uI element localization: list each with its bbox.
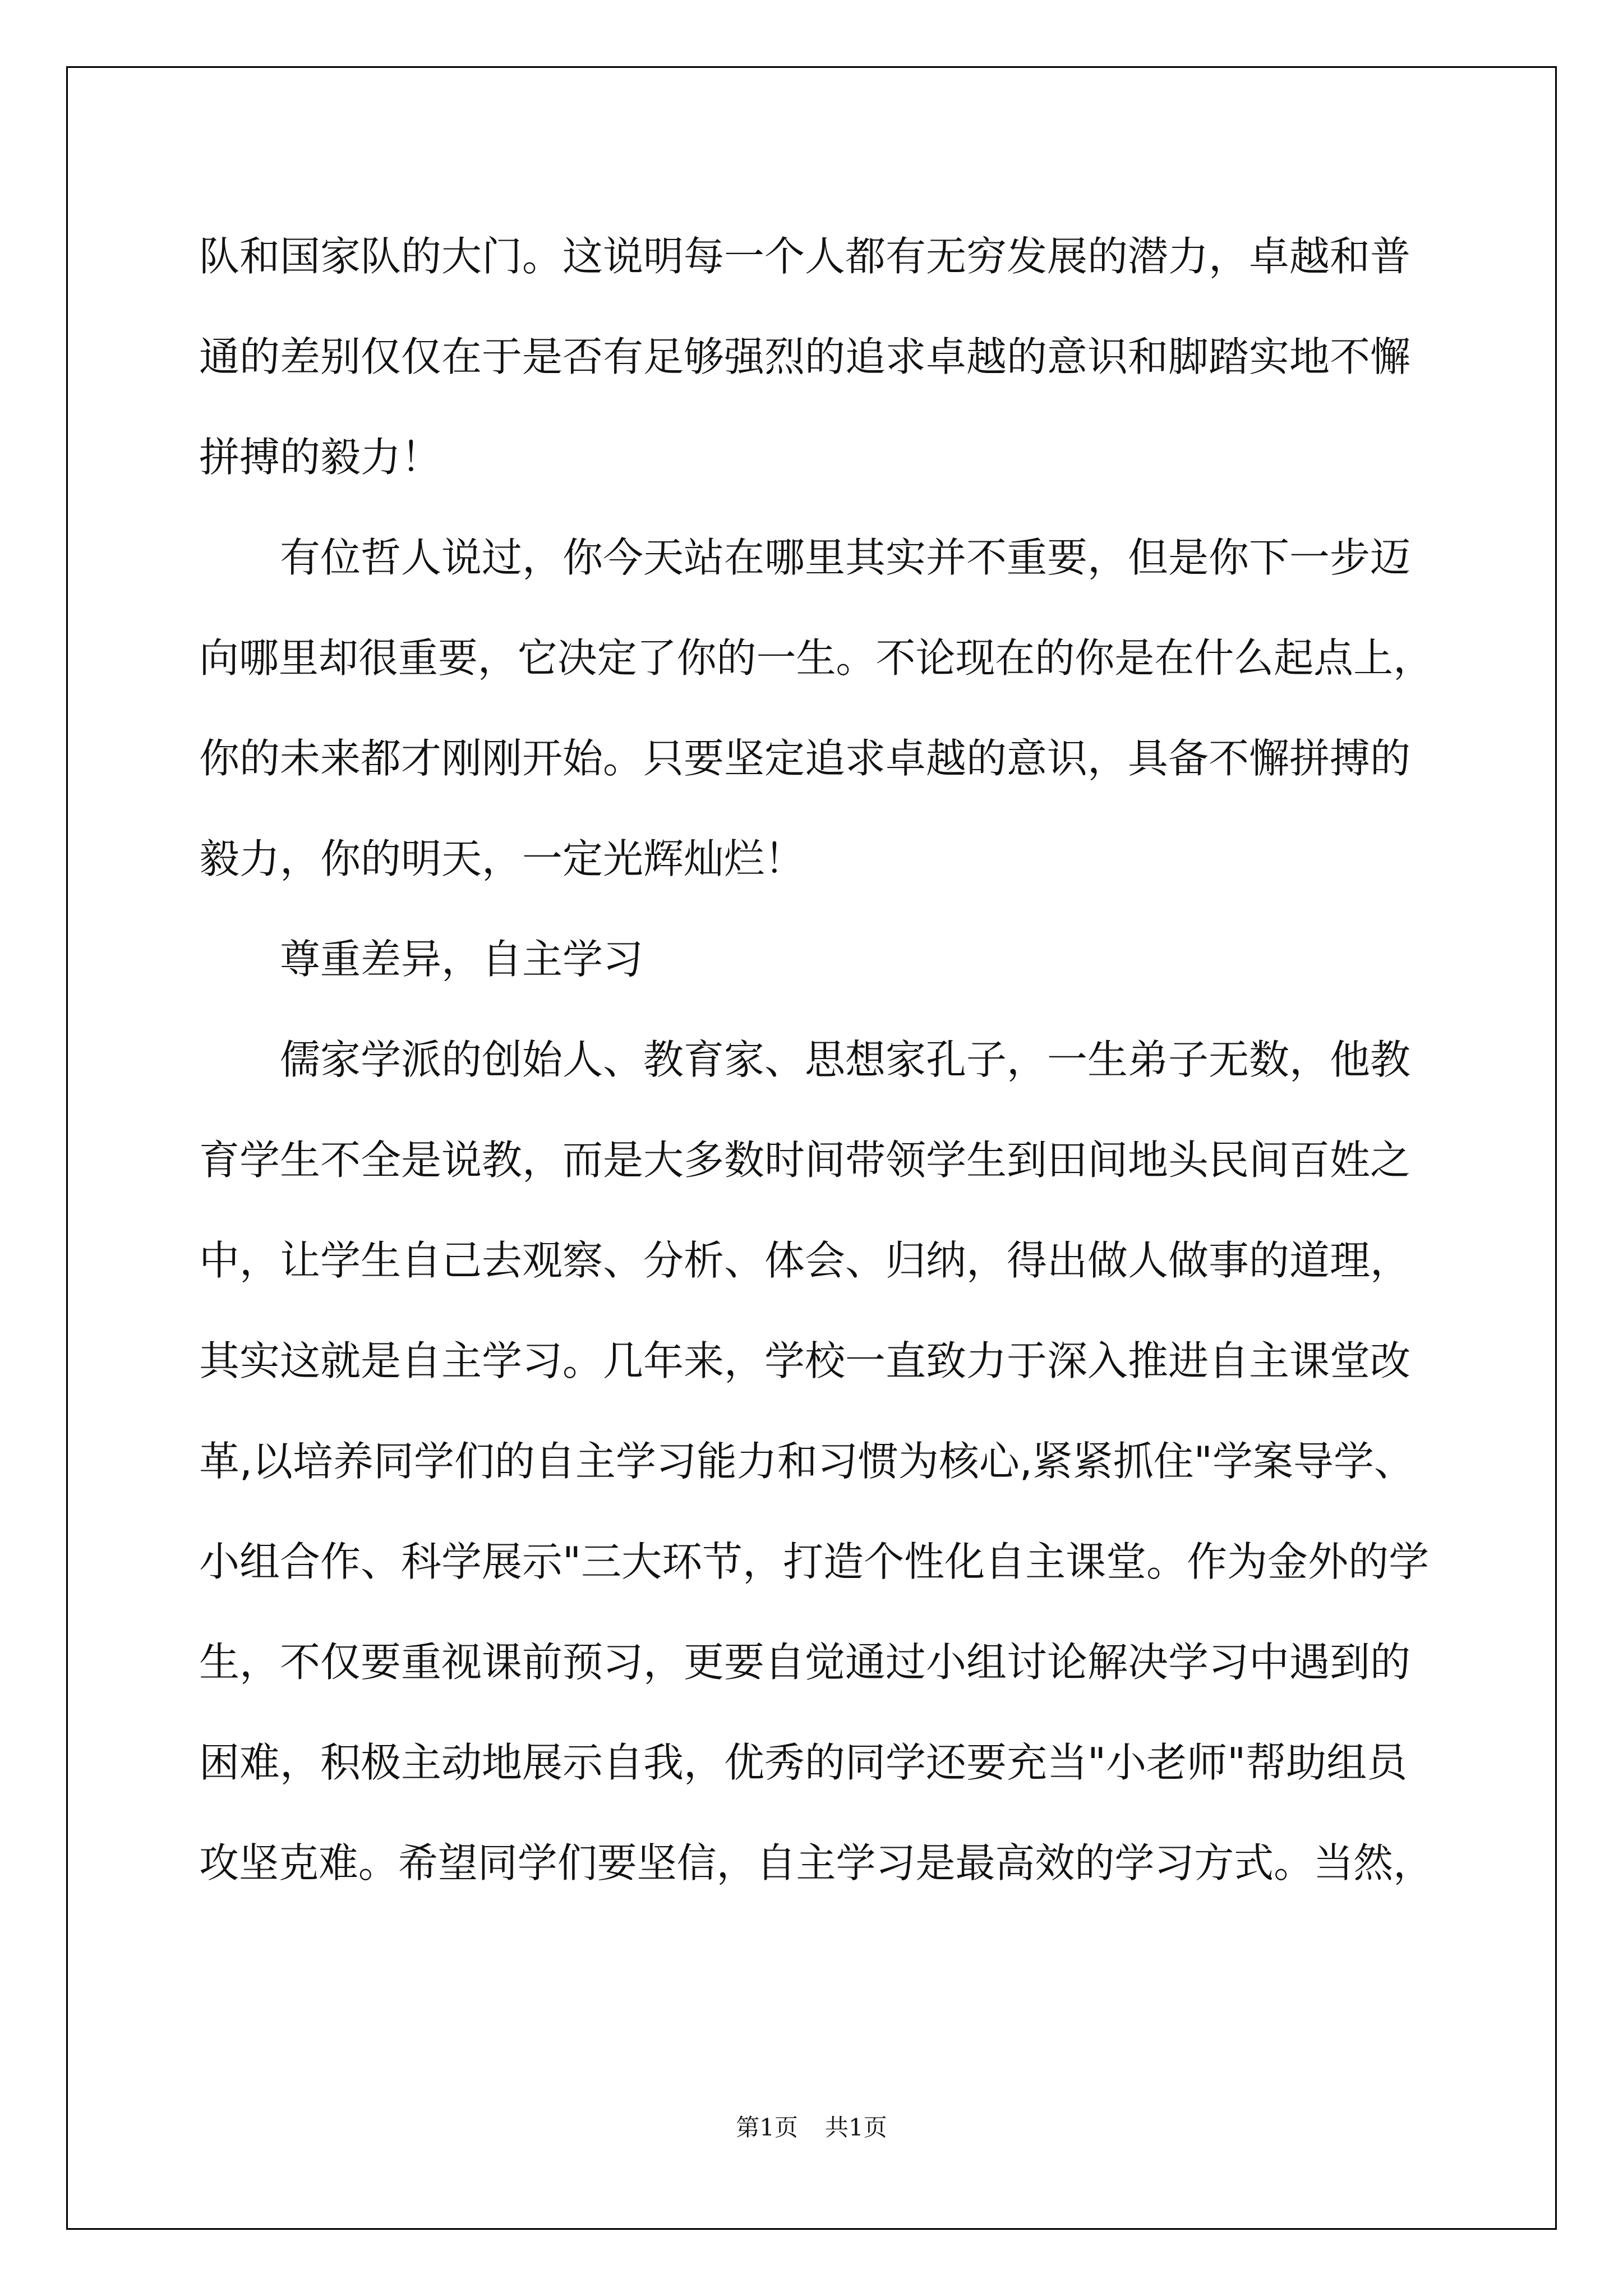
section-heading-text: 尊重差异，自主学习	[280, 936, 644, 983]
text-line	[199, 708, 1433, 809]
text-line	[199, 1512, 1433, 1612]
text-line-content: 毅力，你的明天，一定光辉灿烂！	[199, 835, 805, 882]
text-line	[199, 1813, 1433, 1913]
text-line	[199, 608, 1433, 708]
text-line-content: 有位哲人说过，你今天站在哪里其实并不重要，但是你下一步迈	[280, 534, 1411, 581]
text-line	[199, 1411, 1433, 1512]
page-footer	[0, 2109, 1623, 2143]
text-line	[199, 1311, 1433, 1411]
text-line-content: 你的未来都才刚刚开始。只要坚定追求卓越的意识，具备不懈拼搏的	[199, 735, 1411, 782]
text-line-content: 队和国家队的大门。这说明每一个人都有无穷发展的潜力，卓越和普	[199, 233, 1411, 280]
text-line-content: 儒家学派的创始人、教育家、思想家孔子，一生弟子无数，他教	[280, 1036, 1411, 1083]
text-line-content: 生，不仅要重视课前预习，更要自觉通过小组讨论解决学习中遇到的	[199, 1639, 1411, 1686]
text-line-content: 小组合作、科学展示"三大环节，打造个性化自主课堂。作为金外的学	[199, 1538, 1430, 1585]
text-line-content: 革,以培养同学们的自主学习能力和习惯为核心,紧紧抓住"学案导学、	[199, 1438, 1414, 1485]
section-heading	[199, 909, 1433, 1010]
text-line	[199, 307, 1433, 407]
text-line-content: 拼搏的毅力！	[199, 434, 442, 481]
text-line-content: 困难，积极主动地展示自我，优秀的同学还要充当"小老师"帮助组员	[199, 1739, 1408, 1786]
text-line-content: 育学生不全是说教，而是大多数时间带领学生到田间地头民间百姓之	[199, 1137, 1411, 1184]
document-body	[199, 206, 1433, 1913]
text-line-content: 攻坚克难。希望同学们要坚信，自主学习是最高效的学习方式。当然，	[199, 1839, 1433, 1887]
paragraph-first-line	[199, 508, 1433, 608]
text-line-content: 通的差别仅仅在于是否有足够强烈的追求卓越的意识和脚踏实地不懈	[199, 333, 1411, 380]
page-number-total: 共1页	[825, 2114, 887, 2141]
text-line-content: 向哪里却很重要，它决定了你的一生。不论现在的你是在什么起点上，	[199, 634, 1433, 682]
text-line-content: 其实这就是自主学习。几年来，学校一直致力于深入推进自主课堂改	[199, 1337, 1411, 1384]
paragraph-first-line	[199, 1010, 1433, 1110]
text-line	[199, 407, 1433, 508]
text-line	[199, 206, 1433, 307]
text-line	[199, 809, 1433, 909]
text-line	[199, 1612, 1433, 1713]
text-line-content: 中，让学生自己去观察、分析、体会、归纳，得出做人做事的道理，	[199, 1237, 1411, 1284]
text-line	[199, 1211, 1433, 1311]
page-number-current: 第1页	[736, 2114, 798, 2141]
text-line	[199, 1713, 1433, 1813]
text-line	[199, 1110, 1433, 1211]
